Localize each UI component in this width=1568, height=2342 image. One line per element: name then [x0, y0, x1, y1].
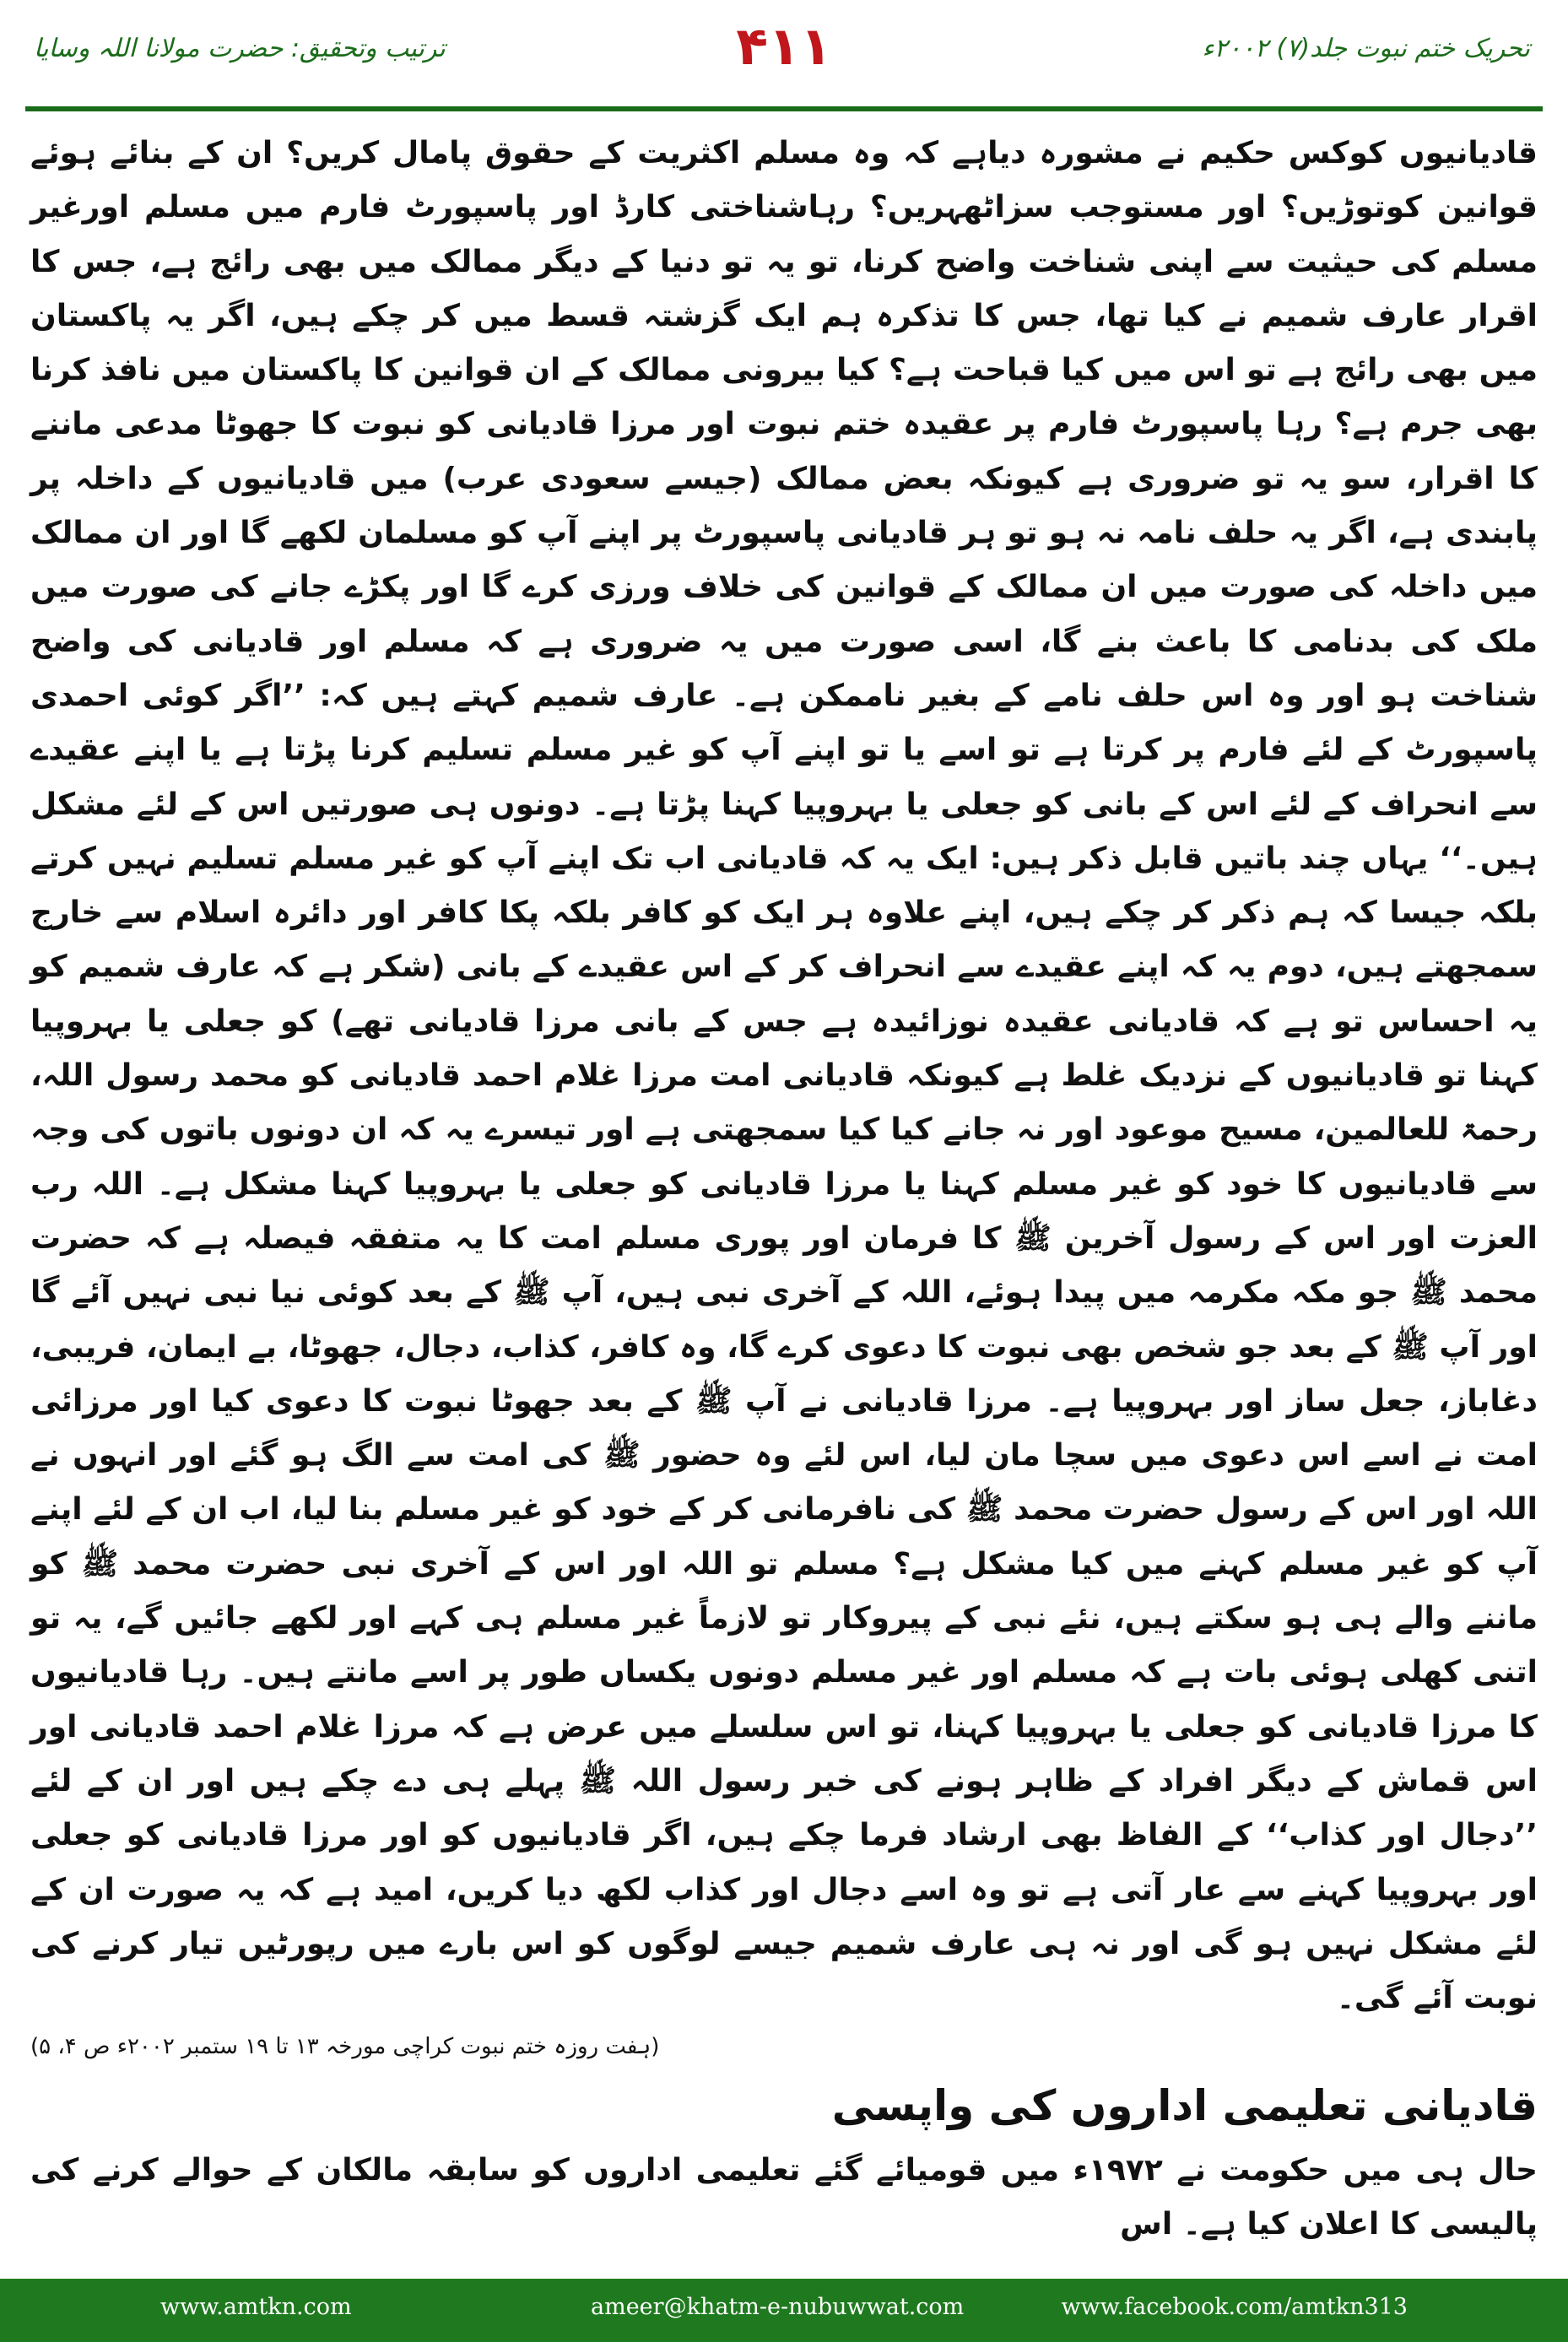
footer-email-link[interactable]: ameer@khatm-e-nubuwwat.com — [591, 2294, 965, 2320]
footer-facebook-link[interactable]: www.facebook.com/amtkn313 — [1061, 2294, 1408, 2320]
page-header — [0, 0, 1568, 108]
citation: (ہفت روزہ ختم نبوت کراچی مورخہ ۱۳ تا ۱۹ ستمبر ۲۰۰۲ء ص ۴، ۵) — [30, 2034, 660, 2060]
book-title: تحریک ختم نبوت جلد(۷) ۲۰۰۲ء — [1202, 34, 1530, 63]
page-number: ۴۱۱ — [736, 15, 832, 77]
compiler-credit: ترتیب وتحقیق: حضرت مولانا اللہ وسایا — [34, 34, 446, 63]
header-divider — [25, 106, 1543, 111]
page-content — [30, 127, 1538, 2253]
footer-website-link[interactable]: www.amtkn.com — [160, 2294, 352, 2320]
page-footer — [0, 2279, 1568, 2342]
section-heading: قادیانی تعلیمی اداروں کی واپسی — [831, 2081, 1538, 2131]
main-paragraph: قادیانیوں کوکس حکیم نے مشورہ دیاہے کہ وہ مسلم اکثریت کے حقوق پامال کریں؟ ان کے بنائے ہوئے قوانین کوتوڑیں؟ اور مستوجب سزاٹھہریں؟ رہاشناختی کارڈ اور پاسپورٹ فارم میں مسلم اورغیر مسلم کی حیثیت سے اپنی شناخت واضح کرنا، تو یہ تو دنیا کے دیگر ممالک میں بھی رائج ہے، جس کا اقرار عارف شمیم نے کیا تھا، جس کا تذکرہ ہم ایک گزشتہ قسط میں کر چکے ہیں، اگر یہ پاکستان میں بھی رائج ہے تو اس میں کیا قباحت ہے؟ کیا بیرونی ممالک کے ان قوانین کا پاکستان میں نافذ کرنا بھی جرم ہے؟ رہا پاسپورٹ فارم پر عقیدہ ختم نبوت اور مرزا قادیانی کو نبوت کا جھوٹا مدعی ماننے کا اقرار، سو یہ تو ضروری ہے کیونکہ بعض ممالک (جیسے سعودی عرب) میں قادیانیوں کے داخلہ پر پابندی ہے، اگر یہ حلف نامہ نہ ہو تو ہر قادیانی پاسپورٹ پر اپنے آپ کو مسلمان لکھے گا اور ان ممالک میں داخلہ کی صورت میں ان ممالک کے قوانین کی خلاف ورزی کرے گا اور پکڑے جانے کی صورت میں ملک کی بدنامی کا باعث بنے گا، اسی صورت میں یہ ضروری ہے کہ مسلم اور قادیانی کی واضح شناخت ہو اور وہ اس حلف نامے کے بغیر ناممکن ہے۔ عارف شمیم کہتے ہیں کہ: ’’اگر کوئی احمدی پاسپورٹ کے لئے فارم پر کرتا ہے تو اسے یا تو اپنے آپ کو غیر مسلم تسلیم کرنا پڑتا ہے یا اپنے عقیدے سے انحراف کے لئے اس کے بانی کو جعلی یا بہروپیا کہنا پڑتا ہے۔ دونوں ہی صورتیں اس کے لئے مشکل ہیں۔‘‘ یہاں چند باتیں قابل ذکر ہیں: ایک یہ کہ قادیانی اب تک اپنے آپ کو غیر مسلم تسلیم نہیں کرتے بلکہ جیسا کہ ہم ذکر کر چکے ہیں، اپنے علاوہ ہر ایک کو کافر بلکہ پکا کافر اور دائرہ اسلام سے خارج سمجھتے ہیں، دوم یہ کہ اپنے عقیدے سے انحراف کر کے اس عقیدے کے بانی (شکر ہے کہ عارف شمیم کو یہ احساس تو ہے کہ قادیانی عقیدہ نوزائیدہ ہے جس کے بانی مرزا قادیانی تھے) کو جعلی یا بہروپیا کہنا تو قادیانیوں کے نزدیک غلط ہے کیونکہ قادیانی امت مرزا غلام احمد قادیانی کو محمد رسول اللہ، رحمۃ للعالمین، مسیح موعود اور نہ جانے کیا کیا سمجھتی ہے اور تیسرے یہ کہ ان دونوں باتوں کی وجہ سے قادیانیوں کا خود کو غیر مسلم کہنا یا مرزا قادیانی کو جعلی یا بہروپیا کہنا مشکل ہے۔ اللہ رب العزت اور اس کے رسول آخرین ﷺ کا فرمان اور پوری مسلم امت کا یہ متفقہ فیصلہ ہے کہ حضرت محمد ﷺ جو مکہ مکرمہ میں پیدا ہوئے، اللہ کے آخری نبی ہیں، آپ ﷺ کے بعد کوئی نیا نبی نہیں آئے گا اور آپ ﷺ کے بعد جو شخص بھی نبوت کا دعوی کرے گا، وہ کافر، کذاب، دجال، جھوٹا، بے ایمان، فریبی، دغاباز، جعل ساز اور بہروپیا ہے۔ مرزا قادیانی نے آپ ﷺ کے بعد جھوٹا نبوت کا دعوی کیا اور مرزائی امت نے اسے اس دعوی میں سچا مان لیا، اس لئے وہ حضور ﷺ کی امت سے الگ ہو گئے اور انہوں نے اللہ اور اس کے رسول حضرت محمد ﷺ کی نافرمانی کر کے خود کو غیر مسلم بنا لیا، اب ان کے لئے اپنے آپ کو غیر مسلم کہنے میں کیا مشکل ہے؟ مسلم تو اللہ اور اس کے آخری نبی حضرت محمد ﷺ کو ماننے والے ہی ہو سکتے ہیں، نئے نبی کے پیروکار تو لازماً غیر مسلم ہی کہے اور لکھے جائیں گے، یہ تو اتنی کھلی ہوئی بات ہے کہ مسلم اور غیر مسلم دونوں یکساں طور پر اسے مانتے ہیں۔ رہا قادیانیوں کا مرزا قادیانی کو جعلی یا بہروپیا کہنا، تو اس سلسلے میں عرض ہے کہ مرزا غلام احمد قادیانی اور اس قماش کے دیگر افراد کے ظاہر ہونے کی خبر رسول اللہ ﷺ پہلے ہی دے چکے ہیں اور ان کے لئے ’’دجال اور کذاب‘‘ کے الفاظ بھی ارشاد فرما چکے ہیں، اگر قادیانیوں کو اور مرزا قادیانی کو جعلی اور بہروپیا کہنے سے عار آتی ہے تو وہ اسے دجال اور کذاب لکھ دیا کریں، امید ہے کہ یہ صورت ان کے لئے مشکل نہیں ہو گی اور نہ ہی عارف شمیم جیسے لوگوں کو اس بارے میں رپورٹیں تیار کرنے کی نوبت آئے گی۔ — [30, 136, 1538, 2016]
last-paragraph: حال ہی میں حکومت نے ۱۹۷۲ء میں قومیائے گئے تعلیمی اداروں کو سابقہ مالکان کے حوالے کرنے کی پالیسی کا اعلان کیا ہے۔ اس — [30, 2153, 1538, 2242]
